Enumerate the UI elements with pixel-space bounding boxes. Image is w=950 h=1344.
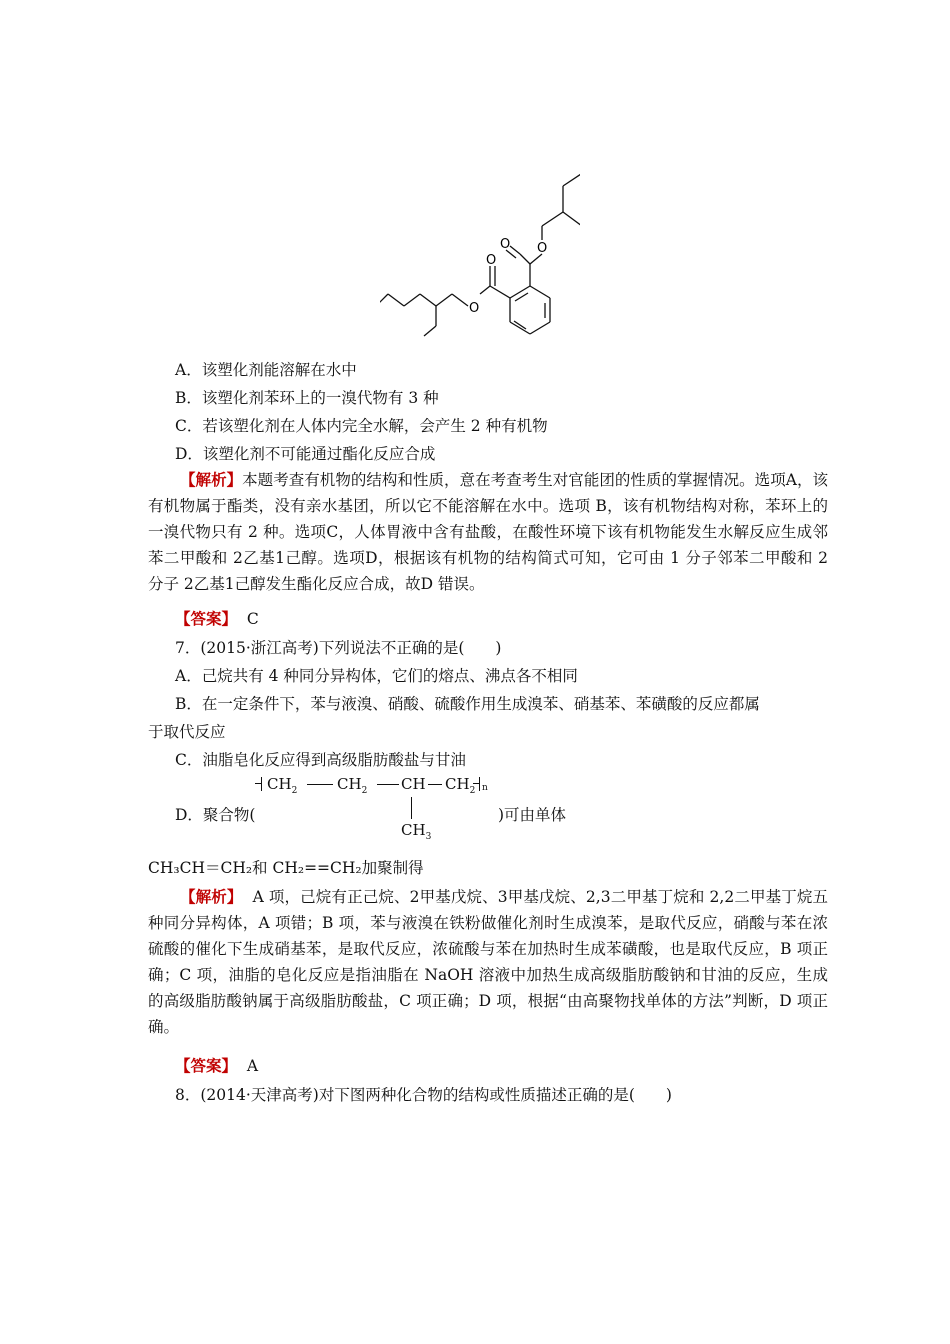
q7-analysis [148,884,828,1040]
q7-option-b: B．在一定条件下，苯与液溴、硝酸、硫酸作用生成溴苯、硝基苯、苯磺酸的反应都属 [175,695,760,713]
q6-analysis [148,467,828,597]
bond [377,784,399,785]
atom-label-o: O [469,301,480,316]
bond [380,294,388,306]
q7-answer [175,1056,258,1076]
answer-value: C [246,610,259,628]
bond [510,246,520,254]
bond [530,322,550,334]
analysis-tag: 【解析】 [180,887,243,906]
q7-option-d-pre: D．聚合物( [175,806,256,824]
q8-stem: 8．(2014·天津高考)对下图两种化合物的结构或性质描述正确的是( ) [175,1086,672,1104]
ch2-group: $CH_2$ [337,775,368,796]
option-b: B．该塑化剂苯环上的一溴代物有 3 种 [175,389,439,407]
ch-group: CH [401,775,426,793]
option-a: A．该塑化剂能溶解在水中 [175,361,357,379]
atom-label-o: O [500,237,511,252]
option-d: D．该塑化剂不可能通过酯化反应合成 [175,445,436,463]
atom-label-o: O [537,241,548,256]
bond [307,784,333,785]
answer-tag: 【答案】 [175,609,238,628]
q7-option-c: C．油脂皂化反应得到高级脂肪酸盐与甘油 [175,751,466,769]
bond [436,294,452,306]
bond [542,212,563,226]
bracket-right [479,777,480,791]
atom-label-o: O [486,253,497,268]
bond [388,294,404,306]
bond [428,784,442,785]
analysis-text: 本题考查有机物的结构和性质，意在考查考生对官能团的性质的掌握情况。选项A，该有机物属于酯类，没有亲水基团，所以它不能溶解在水中。选项 B，该有机物结构对称，苯环上的一溴代物只有 2 种。选项C，人体胃液中含有盐酸，在酸性环境下该有机物能发生水解反应生成邻苯二甲酸和 2乙基1己醇。选项D，根据该有机物的结构简式可知，它可由 1 分子邻苯二甲酸和 2 分子 2乙基1己醇发生酯化反应合成，故D 错误。 [148,471,828,593]
bond [563,212,580,226]
bracket-right-top [473,783,479,784]
q7-option-d-post: )可由单体 [498,806,567,824]
q7-monomers: CH₃CH＝CH₂和 CH₂==CH₂加聚制得 [148,859,424,877]
bond [530,286,550,298]
ch2-group: $CH_2$ [445,775,476,796]
plasticizer-structure-diagram [380,100,580,350]
q7-stem: 7．(2015·浙江高考)下列说法不正确的是( ) [175,639,502,657]
ch2-group: $CH_2$ [267,775,298,796]
ch3-group: $CH_3$ [401,821,432,842]
bond [420,294,436,306]
bond [424,326,436,336]
subscript-n: n [482,783,488,793]
bond [490,286,510,298]
bond [520,254,530,264]
polymer-formula [255,775,495,845]
q7-option-b-cont: 于取代反应 [148,723,226,741]
answer-tag: 【答案】 [175,1056,238,1075]
answer-value: A [246,1057,259,1075]
bond [510,286,530,298]
bond [510,322,530,334]
bond [404,294,420,306]
bond [411,797,412,819]
bond [452,294,468,306]
bracket-left [261,777,262,791]
q6-answer [175,609,259,629]
bond [480,286,490,294]
analysis-text: A 项，己烷有正己烷、2甲基戊烷、3甲基戊烷、2,3二甲基丁烷和 2,2二甲基丁烷五种同分异构体，A 项错；B 项，苯与液溴在铁粉做催化剂时生成溴苯，是取代反应，硝酸与苯在浓硫酸的催化下生成硝基苯，是取代反应，浓硫酸与苯在加热时生成苯磺酸，也是取代反应，B 项正确；C 项，油脂的皂化反应是指油脂在 NaOH 溶液中加热生成高级脂肪酸钠和甘油的反应，生成的高级脂肪酸钠属于高级脂肪酸盐，C 项正确；D 项，根据“由高聚物找单体的方法”判断，D 项正确。 [148,888,828,1036]
analysis-tag: 【解析】 [180,470,243,489]
q7-option-a: A．己烷共有 4 种同分异构体，它们的熔点、沸点各不相同 [175,667,578,685]
option-c: C．若该塑化剂在人体内完全水解，会产生 2 种有机物 [175,417,548,435]
bond [563,172,580,186]
